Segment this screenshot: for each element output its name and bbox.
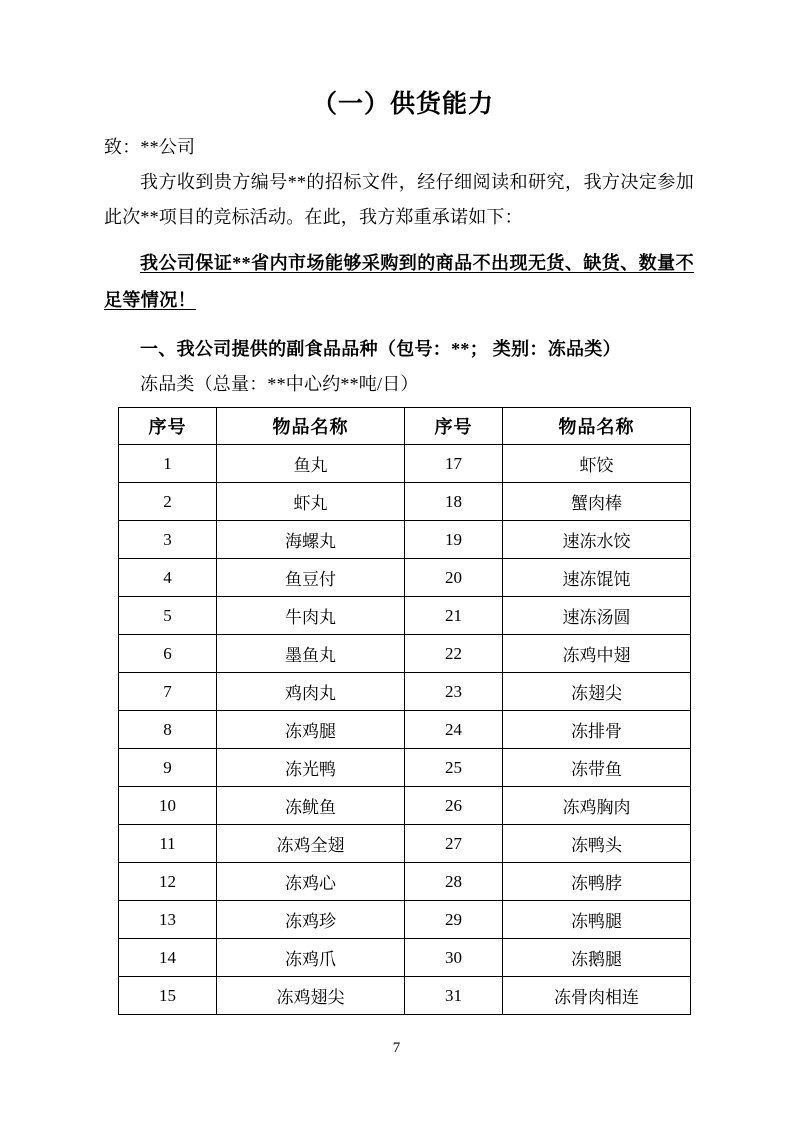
guarantee-text: 我公司保证**省内市场能够采购到的商品不出现无货、缺货、数量不足等情况！ <box>104 253 694 310</box>
table-row <box>119 445 691 483</box>
table-cell-index: 4 <box>119 559 217 597</box>
table-row <box>119 483 691 521</box>
table-cell-index: 2 <box>119 483 217 521</box>
table-row <box>119 559 691 597</box>
table-cell-index: 10 <box>119 787 217 825</box>
table-cell-index: 8 <box>119 711 217 749</box>
page-number: 7 <box>392 1040 401 1056</box>
table-cell-item-name: 冻鸭脖 <box>503 863 691 901</box>
table-cell-item-name: 冻鸡心 <box>217 863 405 901</box>
table-cell-index: 9 <box>119 749 217 787</box>
table-cell-index: 17 <box>405 445 503 483</box>
table-cell-item-name: 鱼豆付 <box>217 559 405 597</box>
section-heading: 一、我公司提供的副食品品种（包号：**； 类别：冻品类） <box>140 339 621 359</box>
table-cell-item-name: 冻鹅腿 <box>503 939 691 977</box>
table-cell-index: 30 <box>405 939 503 977</box>
section-subline: 冻品类（总量：**中心约**吨/日） <box>140 374 419 394</box>
table-cell-index: 24 <box>405 711 503 749</box>
table-cell-index: 31 <box>405 977 503 1015</box>
table-cell-item-name: 虾饺 <box>503 445 691 483</box>
guarantee-paragraph <box>104 245 694 319</box>
table-row <box>119 635 691 673</box>
table-cell-item-name: 速冻汤圆 <box>503 597 691 635</box>
table-body <box>119 445 691 1015</box>
table-cell-index: 28 <box>405 863 503 901</box>
table-cell-item-name: 冻鸡爪 <box>217 939 405 977</box>
table-cell-item-name: 冻带鱼 <box>503 749 691 787</box>
table-cell-item-name: 冻鸭腿 <box>503 901 691 939</box>
table-header-cell: 序号 <box>405 408 503 445</box>
table-row <box>119 863 691 901</box>
table-cell-index: 15 <box>119 977 217 1015</box>
table-row <box>119 711 691 749</box>
table-cell-item-name: 冻鸭头 <box>503 825 691 863</box>
table-cell-index: 22 <box>405 635 503 673</box>
page-title: （一）供货能力 <box>311 91 494 118</box>
table-cell-item-name: 蟹肉棒 <box>503 483 691 521</box>
table-cell-index: 19 <box>405 521 503 559</box>
table-header-cell: 物品名称 <box>503 408 691 445</box>
table-cell-item-name: 鸡肉丸 <box>217 673 405 711</box>
table-cell-index: 7 <box>119 673 217 711</box>
table-row <box>119 901 691 939</box>
table-cell-item-name: 冻鸡珍 <box>217 901 405 939</box>
table-row <box>119 825 691 863</box>
table-cell-item-name: 海螺丸 <box>217 521 405 559</box>
table-cell-index: 13 <box>119 901 217 939</box>
table-cell-item-name: 冻排骨 <box>503 711 691 749</box>
table-cell-item-name: 速冻馄饨 <box>503 559 691 597</box>
table-cell-index: 1 <box>119 445 217 483</box>
table-cell-item-name: 速冻水饺 <box>503 521 691 559</box>
document-body <box>104 88 694 1015</box>
table-cell-index: 3 <box>119 521 217 559</box>
table-cell-item-name: 墨鱼丸 <box>217 635 405 673</box>
table-cell-item-name: 冻鸡腿 <box>217 711 405 749</box>
table-cell-index: 12 <box>119 863 217 901</box>
intro-paragraph: 我方收到贵方编号**的招标文件，经仔细阅读和研究，我方决定参加此次**项目的竞标活动。在此，我方郑重承诺如下： <box>104 172 694 227</box>
table-cell-item-name: 冻光鸭 <box>217 749 405 787</box>
table-cell-index: 21 <box>405 597 503 635</box>
table-row <box>119 977 691 1015</box>
goods-table <box>118 407 691 1015</box>
table-cell-item-name: 冻鸡全翅 <box>217 825 405 863</box>
table-cell-index: 27 <box>405 825 503 863</box>
table-cell-index: 26 <box>405 787 503 825</box>
table-row <box>119 787 691 825</box>
table-cell-item-name: 牛肉丸 <box>217 597 405 635</box>
table-header-cell: 物品名称 <box>217 408 405 445</box>
table-header-row <box>119 408 691 445</box>
table-row <box>119 597 691 635</box>
addressee-line: 致：**公司 <box>104 137 196 157</box>
table-cell-item-name: 冻骨肉相连 <box>503 977 691 1015</box>
table-row <box>119 521 691 559</box>
table-cell-index: 6 <box>119 635 217 673</box>
table-row <box>119 673 691 711</box>
table-cell-item-name: 冻鱿鱼 <box>217 787 405 825</box>
table-cell-index: 14 <box>119 939 217 977</box>
table-cell-item-name: 冻鸡胸肉 <box>503 787 691 825</box>
table-cell-index: 20 <box>405 559 503 597</box>
table-cell-item-name: 冻鸡中翅 <box>503 635 691 673</box>
table-row <box>119 939 691 977</box>
table-cell-item-name: 冻鸡翅尖 <box>217 977 405 1015</box>
table-cell-item-name: 冻翅尖 <box>503 673 691 711</box>
table-cell-index: 5 <box>119 597 217 635</box>
table-header-cell: 序号 <box>119 408 217 445</box>
table-cell-item-name: 鱼丸 <box>217 445 405 483</box>
table-cell-index: 29 <box>405 901 503 939</box>
table-cell-index: 18 <box>405 483 503 521</box>
table-cell-index: 11 <box>119 825 217 863</box>
table-row <box>119 749 691 787</box>
table-cell-index: 25 <box>405 749 503 787</box>
table-cell-index: 23 <box>405 673 503 711</box>
table-cell-item-name: 虾丸 <box>217 483 405 521</box>
